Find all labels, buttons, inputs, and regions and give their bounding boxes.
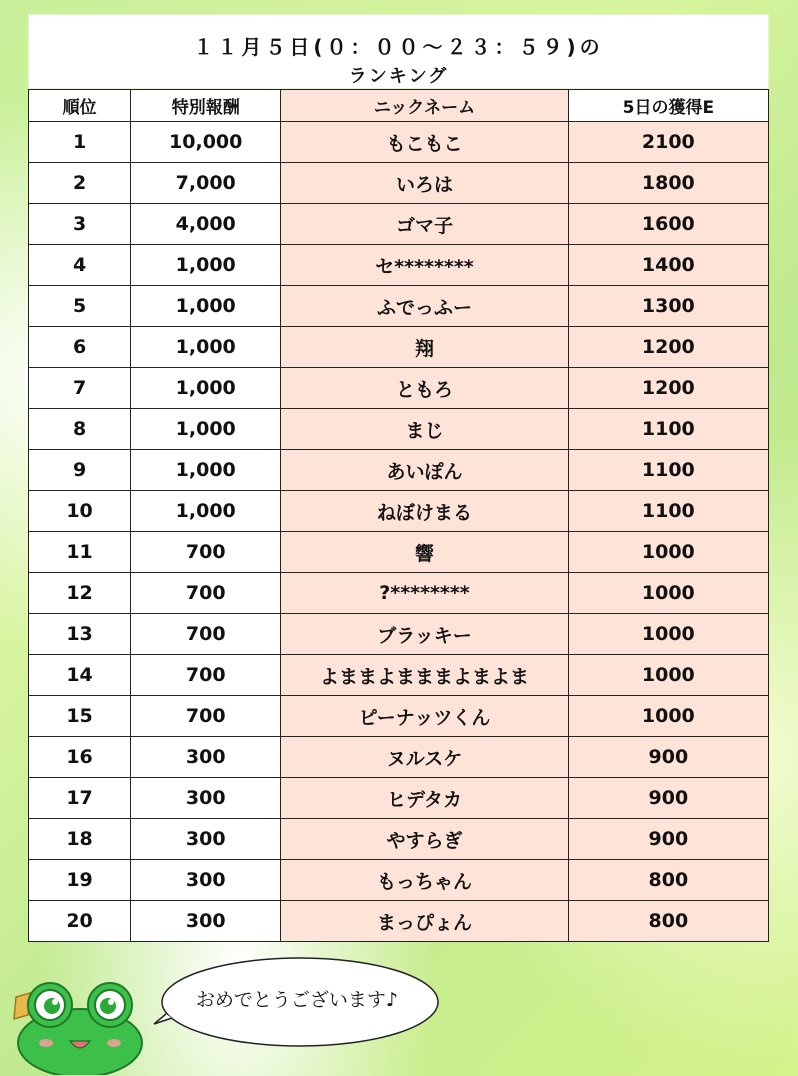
reward-cell: 700 bbox=[131, 655, 281, 696]
rank-cell: 2 bbox=[29, 163, 131, 204]
rank-cell: 1 bbox=[29, 122, 131, 163]
earned-cell: 2100 bbox=[568, 122, 768, 163]
table-row bbox=[29, 327, 769, 368]
rank-cell: 19 bbox=[29, 860, 131, 901]
earned-cell: 1600 bbox=[568, 204, 768, 245]
table-row bbox=[29, 286, 769, 327]
rank-cell: 8 bbox=[29, 409, 131, 450]
table-row bbox=[29, 860, 769, 901]
rank-cell: 11 bbox=[29, 532, 131, 573]
title-box bbox=[28, 14, 769, 89]
reward-cell: 7,000 bbox=[131, 163, 281, 204]
ranking-table bbox=[28, 89, 769, 942]
table-header-row bbox=[29, 90, 769, 122]
header-reward: 特別報酬 bbox=[131, 90, 281, 122]
table-row bbox=[29, 204, 769, 245]
rank-cell: 7 bbox=[29, 368, 131, 409]
reward-cell: 1,000 bbox=[131, 491, 281, 532]
page-subtitle: ランキング bbox=[348, 66, 449, 87]
nickname-cell: ブラッキー bbox=[281, 614, 568, 655]
header-rank: 順位 bbox=[29, 90, 131, 122]
earned-cell: 1000 bbox=[568, 614, 768, 655]
reward-cell: 700 bbox=[131, 696, 281, 737]
earned-cell: 800 bbox=[568, 901, 768, 942]
rank-cell: 5 bbox=[29, 286, 131, 327]
nickname-cell: もこもこ bbox=[281, 122, 568, 163]
earned-cell: 800 bbox=[568, 860, 768, 901]
rank-cell: 15 bbox=[29, 696, 131, 737]
page-title: １１月５日(０：００～２３：５９)の bbox=[193, 35, 604, 59]
table-row bbox=[29, 614, 769, 655]
reward-cell: 1,000 bbox=[131, 327, 281, 368]
rank-cell: 12 bbox=[29, 573, 131, 614]
frog-right-pupil bbox=[100, 998, 116, 1014]
earned-cell: 1200 bbox=[568, 327, 768, 368]
rank-cell: 14 bbox=[29, 655, 131, 696]
nickname-cell: 翔 bbox=[281, 327, 568, 368]
table-row bbox=[29, 409, 769, 450]
table-row bbox=[29, 532, 769, 573]
reward-cell: 300 bbox=[131, 737, 281, 778]
rank-cell: 10 bbox=[29, 491, 131, 532]
nickname-cell: あいぽん bbox=[281, 450, 568, 491]
reward-cell: 300 bbox=[131, 778, 281, 819]
nickname-cell: よままよまままよまよま bbox=[281, 655, 568, 696]
reward-cell: 1,000 bbox=[131, 286, 281, 327]
table-row bbox=[29, 696, 769, 737]
rank-cell: 16 bbox=[29, 737, 131, 778]
reward-cell: 300 bbox=[131, 860, 281, 901]
header-earned: 5日の獲得E bbox=[568, 90, 768, 122]
nickname-cell: セ******** bbox=[281, 245, 568, 286]
nickname-cell: 響 bbox=[281, 532, 568, 573]
reward-cell: 300 bbox=[131, 901, 281, 942]
reward-cell: 10,000 bbox=[131, 122, 281, 163]
nickname-cell: ふでっふー bbox=[281, 286, 568, 327]
nickname-cell: ピーナッツくん bbox=[281, 696, 568, 737]
table-row bbox=[29, 245, 769, 286]
reward-cell: 1,000 bbox=[131, 245, 281, 286]
table-row bbox=[29, 573, 769, 614]
reward-cell: 300 bbox=[131, 819, 281, 860]
earned-cell: 1100 bbox=[568, 450, 768, 491]
earned-cell: 1400 bbox=[568, 245, 768, 286]
nickname-cell: ?******** bbox=[281, 573, 568, 614]
reward-cell: 700 bbox=[131, 573, 281, 614]
frog-left-pupil bbox=[44, 998, 60, 1014]
earned-cell: 1200 bbox=[568, 368, 768, 409]
table-row bbox=[29, 163, 769, 204]
rank-cell: 13 bbox=[29, 614, 131, 655]
nickname-cell: やすらぎ bbox=[281, 819, 568, 860]
earned-cell: 1300 bbox=[568, 286, 768, 327]
nickname-cell: ともろ bbox=[281, 368, 568, 409]
earned-cell: 1100 bbox=[568, 409, 768, 450]
reward-cell: 700 bbox=[131, 532, 281, 573]
table-row bbox=[29, 901, 769, 942]
table-row bbox=[29, 655, 769, 696]
table-row bbox=[29, 368, 769, 409]
earned-cell: 900 bbox=[568, 778, 768, 819]
earned-cell: 1000 bbox=[568, 655, 768, 696]
earned-cell: 1100 bbox=[568, 491, 768, 532]
rank-cell: 4 bbox=[29, 245, 131, 286]
nickname-cell: まじ bbox=[281, 409, 568, 450]
rank-cell: 18 bbox=[29, 819, 131, 860]
earned-cell: 1000 bbox=[568, 532, 768, 573]
reward-cell: 1,000 bbox=[131, 450, 281, 491]
table-row bbox=[29, 122, 769, 163]
rank-cell: 3 bbox=[29, 204, 131, 245]
table-row bbox=[29, 737, 769, 778]
nickname-cell: ヒデタカ bbox=[281, 778, 568, 819]
nickname-cell: ヌルスケ bbox=[281, 737, 568, 778]
rank-cell: 20 bbox=[29, 901, 131, 942]
table-row bbox=[29, 778, 769, 819]
table-row bbox=[29, 819, 769, 860]
rank-cell: 17 bbox=[29, 778, 131, 819]
reward-cell: 1,000 bbox=[131, 368, 281, 409]
rank-cell: 6 bbox=[29, 327, 131, 368]
reward-cell: 4,000 bbox=[131, 204, 281, 245]
reward-cell: 700 bbox=[131, 614, 281, 655]
table-row bbox=[29, 491, 769, 532]
table-row bbox=[29, 450, 769, 491]
header-nickname: ニックネーム bbox=[281, 90, 568, 122]
earned-cell: 900 bbox=[568, 819, 768, 860]
nickname-cell: まっぴょん bbox=[281, 901, 568, 942]
earned-cell: 1800 bbox=[568, 163, 768, 204]
frog-mascot-icon bbox=[8, 975, 148, 1075]
rank-cell: 9 bbox=[29, 450, 131, 491]
reward-cell: 1,000 bbox=[131, 409, 281, 450]
nickname-cell: もっちゃん bbox=[281, 860, 568, 901]
earned-cell: 1000 bbox=[568, 696, 768, 737]
nickname-cell: いろは bbox=[281, 163, 568, 204]
earned-cell: 1000 bbox=[568, 573, 768, 614]
nickname-cell: ねぼけまる bbox=[281, 491, 568, 532]
nickname-cell: ゴマ子 bbox=[281, 204, 568, 245]
congratulations-text: おめでとうございます♪ bbox=[195, 989, 399, 1011]
earned-cell: 900 bbox=[568, 737, 768, 778]
